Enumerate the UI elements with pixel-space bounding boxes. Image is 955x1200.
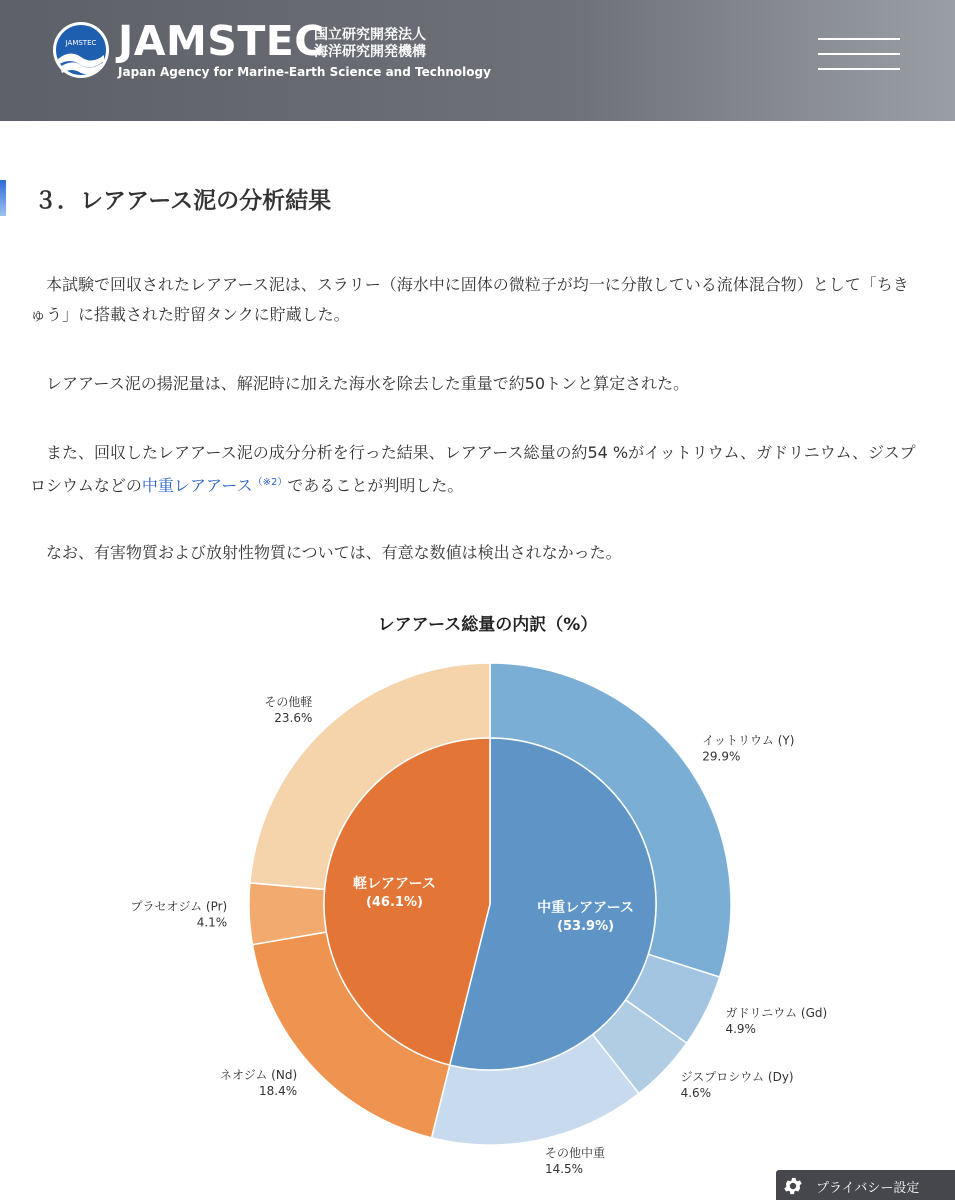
outer-label-value-1: 4.9% bbox=[725, 1022, 756, 1037]
outer-label-value-5: 4.1% bbox=[196, 915, 228, 930]
paragraph-1-text: 本試験で回収されたレアアース泥は、スラリー（海水中に固体の微粒子が均一に分散している流体混合物）として「ちきゅう」に搭載された貯留タンクに貯蔵した。 bbox=[30, 275, 909, 324]
jamstec-logo-icon[interactable] bbox=[52, 21, 110, 79]
paragraph-3-text-end: であることが判明した。 bbox=[287, 476, 464, 495]
outer-label-value-4: 18.4% bbox=[259, 1083, 298, 1098]
site-header bbox=[0, 0, 955, 121]
inner-label-name-1: 軽レアアース bbox=[352, 876, 436, 893]
paragraph-4 bbox=[30, 538, 920, 568]
outer-label-name-5: プラセオジム (Pr) bbox=[130, 899, 228, 914]
outer-label-value-0: 29.9% bbox=[702, 749, 741, 764]
logo-en-name: Japan Agency for Marine-Earth Science and Technology bbox=[118, 65, 491, 79]
paragraph-2 bbox=[30, 369, 920, 399]
outer-label-name-6: その他軽 bbox=[264, 695, 313, 710]
outer-label-name-2: ジスプロシウム (Dy) bbox=[680, 1070, 794, 1085]
outer-label-name-1: ガドリニウム (Gd) bbox=[725, 1006, 828, 1021]
link-heavy-rare-earth[interactable]: 中重レアアース bbox=[141, 476, 253, 495]
outer-label-value-3: 14.5% bbox=[544, 1162, 584, 1177]
gear-icon bbox=[782, 1175, 804, 1197]
donut-chart bbox=[0, 640, 955, 1180]
chart-title: レアアース総量の内訳（%） bbox=[377, 615, 598, 635]
footnote-ref-2[interactable]: （※2） bbox=[252, 477, 288, 488]
section-accent-bar bbox=[0, 180, 6, 216]
privacy-settings-button[interactable] bbox=[776, 1170, 955, 1200]
paragraph-2-text: レアアース泥の揚泥量は、解泥時に加えた海水を除去した重量で約50トンと算定された。 bbox=[46, 374, 690, 393]
paragraph-3-text: また、回収したレアアース泥の成分分析を行った結果、レアアース総量の約54 %がイットリウム、ガドリニウム、ジスプロシウムなどの bbox=[30, 443, 916, 495]
inner-label-name-0: 中重レアアース bbox=[537, 899, 635, 916]
outer-label-name-0: イットリウム (Y) bbox=[702, 733, 795, 748]
inner-label-value-1: (46.1%) bbox=[365, 895, 423, 911]
outer-label-name-4: ネオジム (Nd) bbox=[219, 1067, 298, 1082]
paragraph-4-text: なお、有害物質および放射性物質については、有意な数値は検出されなかった。 bbox=[46, 543, 622, 562]
logo-name[interactable]: JAMSTEC bbox=[118, 17, 325, 65]
section-title: ３．レアアース泥の分析結果 bbox=[34, 188, 332, 214]
hamburger-menu-icon[interactable] bbox=[818, 36, 900, 72]
paragraph-1 bbox=[30, 270, 920, 330]
inner-label-value-0: (53.9%) bbox=[557, 918, 615, 934]
paragraph-3 bbox=[30, 438, 920, 501]
logo-mark-text: JAMSTEC bbox=[65, 39, 97, 47]
outer-label-value-2: 4.6% bbox=[680, 1086, 712, 1101]
outer-label-value-6: 23.6% bbox=[274, 711, 313, 726]
logo-jp-line1: 国立研究開発法人 bbox=[314, 27, 426, 43]
privacy-settings-label: プライバシー設定 bbox=[816, 1181, 920, 1196]
logo-jp-line2: 海洋研究開発機構 bbox=[314, 44, 426, 60]
logo-jp-name bbox=[314, 27, 426, 61]
outer-label-name-3: その他中重 bbox=[544, 1146, 605, 1161]
